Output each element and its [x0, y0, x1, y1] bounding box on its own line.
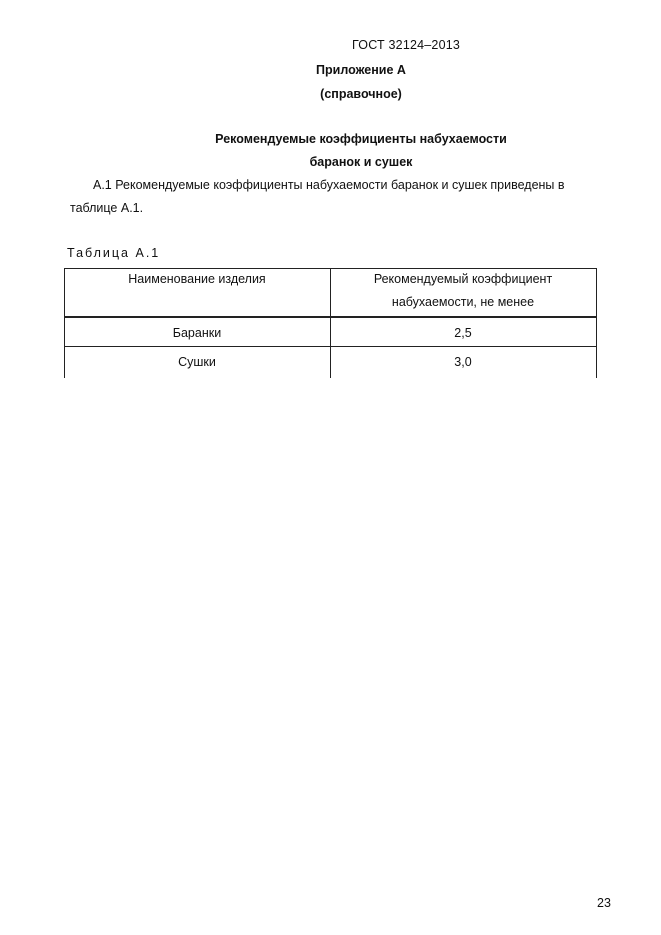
table-border-right: [596, 268, 597, 378]
table-caption: Таблица А.1: [67, 246, 161, 260]
table-cell-coefficient: 3,0: [454, 355, 472, 369]
paragraph-line-2: таблице А.1.: [70, 201, 144, 215]
header-coefficient-line-1: Рекомендуемый коэффициент: [373, 272, 553, 286]
section-title-line-1: Рекомендуемые коэффициенты набухаемости: [215, 132, 507, 146]
document-code: ГОСТ 32124–2013: [352, 38, 461, 52]
header-product: Наименование изделия: [128, 272, 266, 286]
appendix-title: Приложение А: [316, 63, 406, 77]
table-cell-coefficient: 2,5: [454, 326, 472, 340]
appendix-type: (справочное): [320, 87, 402, 101]
table-cell-product: Сушки: [178, 355, 216, 369]
paragraph-line-1: А.1 Рекомендуемые коэффициенты набухаемости баранок и сушек приведены в: [93, 178, 565, 192]
table-cell-product: Баранки: [172, 326, 222, 340]
page-number: 23: [597, 896, 611, 910]
section-title-line-2: баранок и сушек: [309, 155, 413, 169]
header-coefficient-line-2: набухаемости, не менее: [391, 295, 535, 309]
coefficients-table: [64, 268, 597, 378]
